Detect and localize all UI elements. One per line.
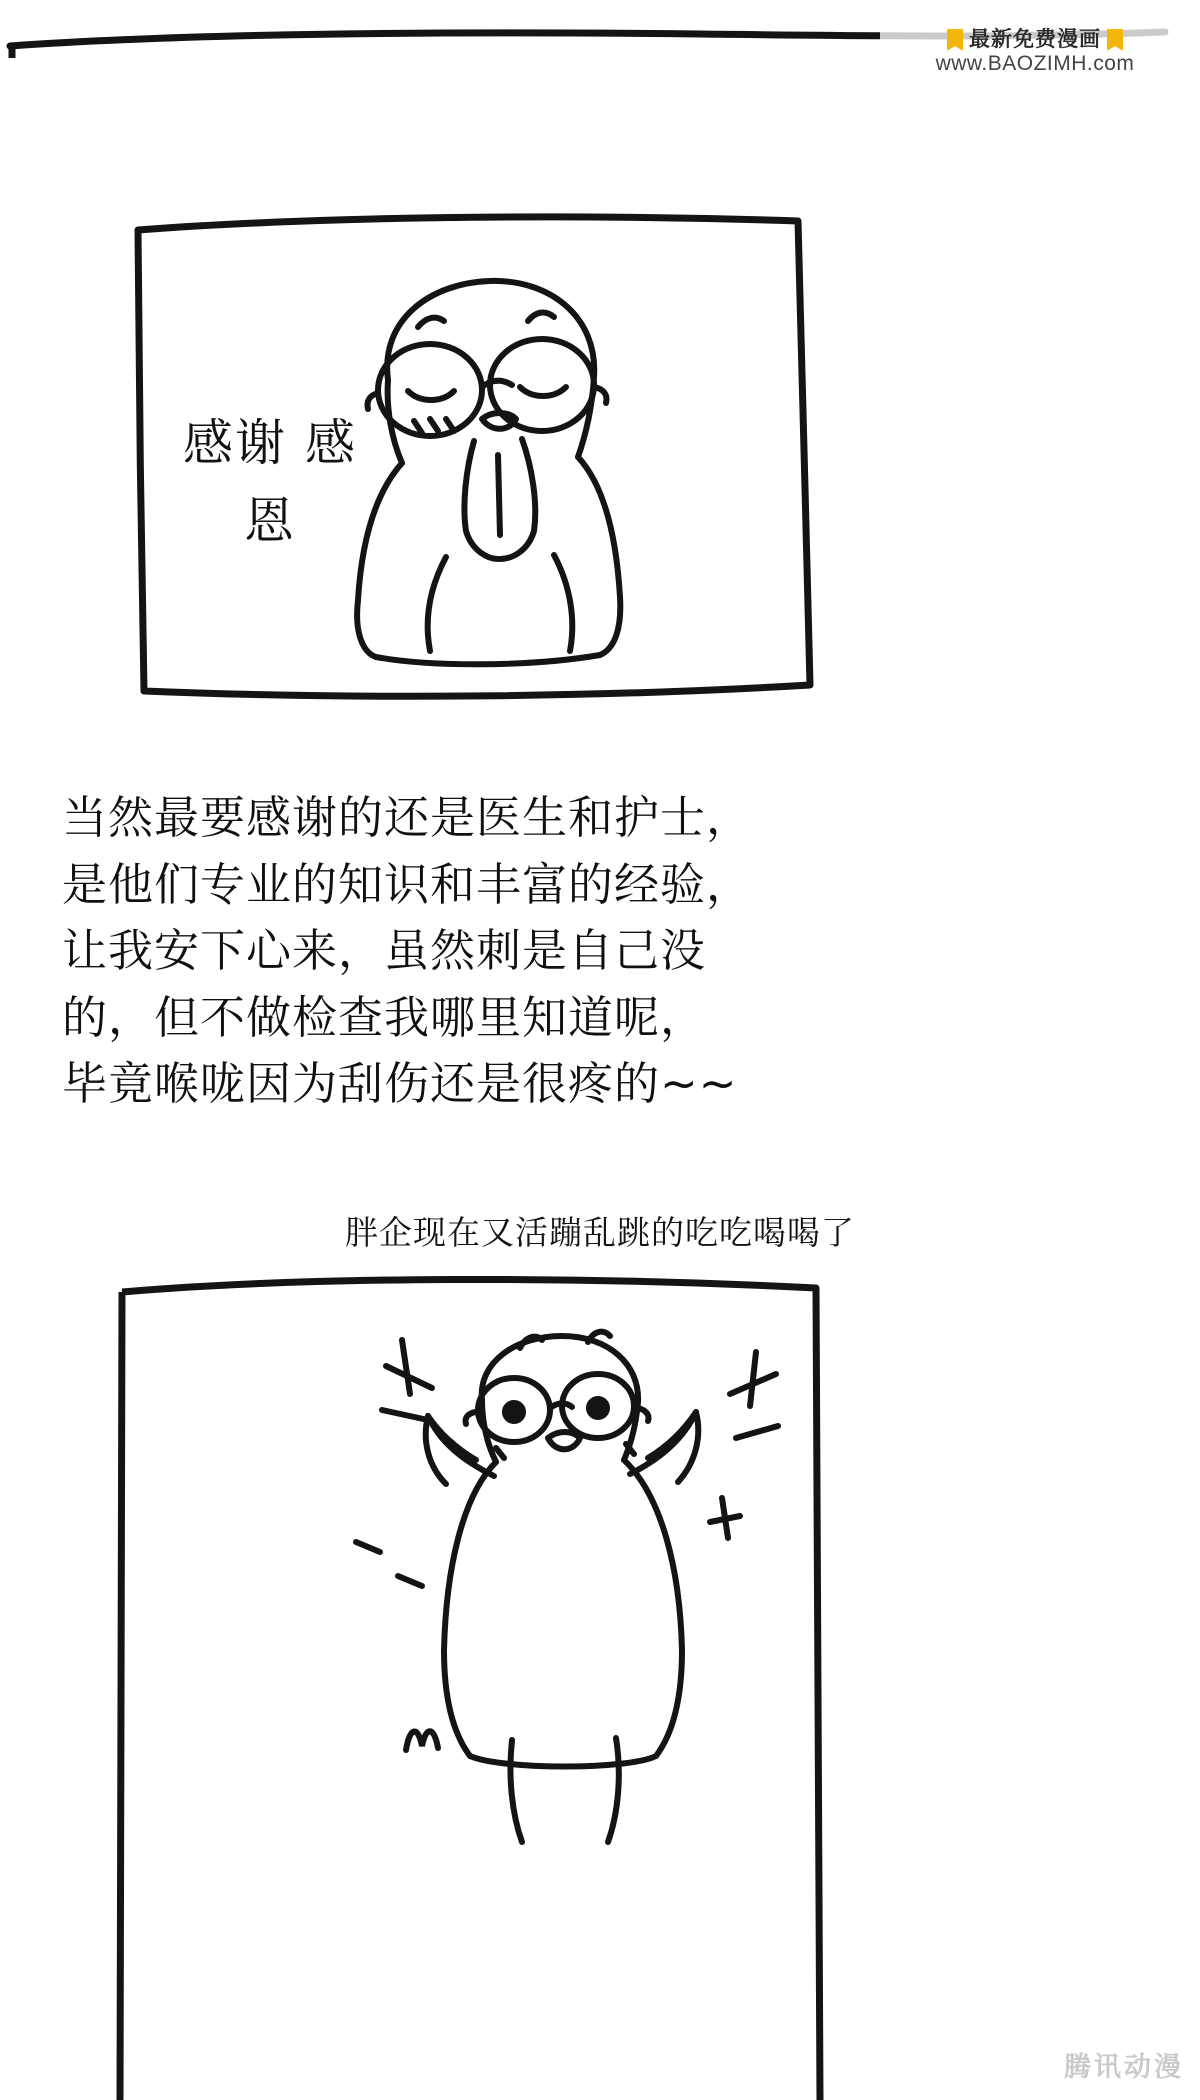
- watermark-top-line1-row: [947, 28, 1123, 52]
- flag-icon-left: [947, 29, 963, 51]
- flag-icon-right: [1107, 29, 1123, 51]
- watermark-top-line2: www.BAOZIMH.com: [935, 52, 1135, 75]
- watermark-top-line1: 最新免费漫画: [969, 27, 1101, 51]
- watermark-top: [880, 20, 1190, 84]
- motion-marks: [356, 1340, 778, 1586]
- narration-line-3: 让我安下心来，虽然刺是自己没: [62, 924, 707, 978]
- narration-line-4: 的，但不做检查我哪里知道呢，: [62, 990, 707, 1044]
- penguin-cheering: [426, 1332, 699, 1842]
- caption-above-panel2: 胖企现在又活蹦乱跳的吃吃喝喝了: [345, 1213, 855, 1252]
- narration-line-5: 毕竟喉咙因为刮伤还是很疼的~~: [62, 1057, 738, 1111]
- narration-line-1: 当然最要感谢的还是医生和护士，: [62, 791, 753, 844]
- comic-panel-happy: [110, 1270, 830, 2100]
- watermark-bottom: 腾讯动漫: [1064, 2052, 1184, 2083]
- scribble-mark: [406, 1731, 438, 1750]
- narration-block: [62, 785, 1142, 1118]
- narration-line-2: 是他们专业的知识和丰富的经验，: [62, 857, 753, 911]
- panel1-speech-text: 感谢 感恩: [183, 414, 357, 550]
